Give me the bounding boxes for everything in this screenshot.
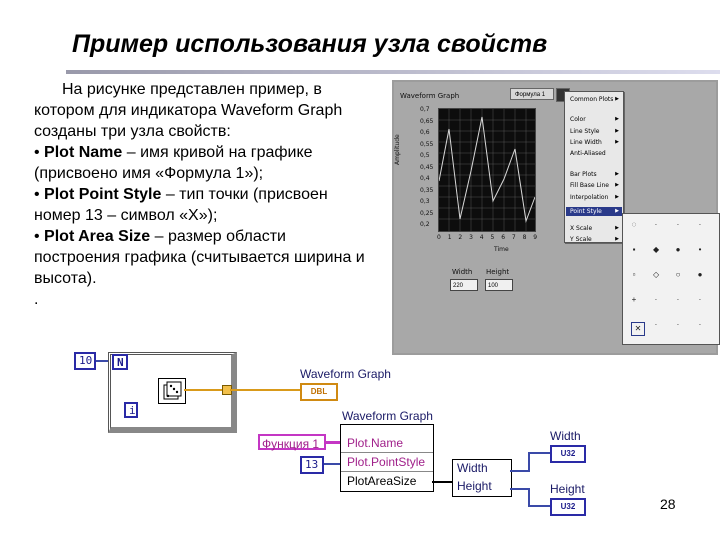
- height-wire-h: [510, 488, 530, 490]
- trailing-dot: .: [34, 291, 39, 308]
- point-style-palette[interactable]: [622, 213, 720, 345]
- x-tick-label: 0: [437, 234, 441, 241]
- y-tick-label: 0,45: [420, 163, 434, 171]
- x-tick-label: 5: [490, 234, 495, 241]
- unbundle-height: Height: [457, 479, 492, 493]
- submenu-arrow-icon: ▶: [615, 225, 619, 231]
- y-tick-label: 0,6: [420, 129, 430, 136]
- point-style-constant[interactable]: 13: [300, 456, 324, 474]
- menu-item[interactable]: Bar Plots: [570, 171, 597, 178]
- height-indicator-label: Height: [550, 482, 585, 496]
- y-tick-label: 0,5: [420, 152, 430, 159]
- page-number: 28: [660, 496, 676, 512]
- width-indicator-terminal[interactable]: [550, 445, 586, 463]
- y-tick-label: 0,4: [420, 175, 430, 182]
- plot-name-constant[interactable]: [258, 434, 326, 450]
- plot-legend[interactable]: Формула 1: [510, 88, 554, 100]
- x-tick-label: 6: [501, 234, 506, 241]
- submenu-arrow-icon: ▶: [615, 182, 619, 188]
- bullet-point-style: • Plot Point Style – тип точки (присвоен номер 13 – символ «X»);: [34, 186, 328, 224]
- style-wire: [324, 463, 340, 465]
- point-style-option-icon[interactable]: ·: [676, 295, 680, 304]
- point-style-option-icon[interactable]: ◆: [653, 245, 660, 254]
- bullet-term: Plot Point Style: [44, 186, 162, 203]
- y-tick-label: 0,2: [420, 221, 430, 228]
- bullet-term: Plot Name: [44, 144, 123, 161]
- graph-title-label: Waveform Graph: [400, 92, 460, 100]
- plot-context-menu[interactable]: [564, 91, 624, 243]
- point-style-option-icon[interactable]: ·: [654, 295, 658, 304]
- width-wire-h2: [528, 452, 550, 454]
- height-indicator-value: 100: [485, 279, 513, 291]
- constant-value: Функция 1: [262, 437, 320, 451]
- property-area-size[interactable]: [341, 472, 433, 490]
- bullet-term: Plot Area Size: [44, 228, 151, 245]
- property-node-label: Waveform Graph: [342, 409, 433, 423]
- array-wire: [230, 389, 302, 391]
- indicator-type: U32: [560, 449, 576, 458]
- width-indicator-value: 220: [450, 279, 478, 291]
- y-tick-label: 0,3: [420, 198, 430, 205]
- width-label: Width: [452, 268, 473, 276]
- submenu-arrow-icon: ▶: [615, 128, 619, 134]
- bullet-desc: – размер области построения графика (считывается ширина и высота).: [34, 228, 365, 287]
- menu-item[interactable]: Common Plots: [570, 96, 614, 103]
- point-style-option-icon[interactable]: ·: [676, 220, 680, 229]
- y-tick-label: 0,65: [420, 117, 434, 125]
- graph-terminal[interactable]: [300, 383, 338, 401]
- submenu-arrow-icon: ▶: [615, 194, 619, 200]
- random-number-icon[interactable]: [158, 378, 186, 404]
- point-style-option-icon[interactable]: ·: [698, 320, 702, 329]
- width-wire-h: [510, 470, 530, 472]
- width-indicator-label: Width: [550, 429, 581, 443]
- grid-lines: [439, 109, 535, 231]
- slide-title: Пример использования узла свойств: [72, 30, 548, 58]
- name-wire: [326, 441, 340, 444]
- loop-iteration-terminal: i: [124, 402, 138, 418]
- point-style-option-icon[interactable]: ▪: [632, 245, 636, 254]
- plot-area: [438, 108, 536, 232]
- submenu-arrow-icon: ▶: [615, 96, 619, 102]
- point-style-option-icon[interactable]: ●: [675, 245, 681, 254]
- x-tick-label: 3: [469, 234, 473, 241]
- slide-body: [34, 79, 374, 310]
- point-style-option-icon[interactable]: ◇: [653, 270, 660, 279]
- x-tick-label: 1: [447, 234, 452, 241]
- point-style-option-icon[interactable]: +: [631, 295, 637, 304]
- x-tick-label: 9: [533, 234, 538, 241]
- dice-icon: [159, 379, 185, 403]
- x-tick-label: 2: [458, 234, 463, 241]
- bullet-desc: – тип точки (присвоен номер 13 – символ «X»);: [34, 186, 328, 224]
- point-style-option-icon[interactable]: ·: [654, 220, 658, 229]
- point-style-option-icon[interactable]: ▫: [632, 270, 636, 279]
- menu-item[interactable]: X Scale: [570, 225, 593, 232]
- menu-item[interactable]: Line Width: [570, 139, 602, 146]
- y-axis-label: Amplitude: [394, 134, 401, 165]
- property-label: PlotAreaSize: [347, 474, 417, 488]
- bullet-area-size: • Plot Area Size – размер области построения графика (считывается ширина и высота).: [34, 228, 365, 287]
- point-style-option-icon[interactable]: •: [698, 245, 702, 254]
- point-style-option-icon[interactable]: ●: [697, 270, 703, 279]
- property-label: Plot.PointStyle: [347, 455, 426, 469]
- x-tick-label: 8: [522, 234, 527, 241]
- bullet-plot-name: • Plot Name – имя кривой на графике (присвоено имя «Формула 1»);: [34, 144, 313, 182]
- unbundle-by-name[interactable]: [452, 459, 512, 497]
- indicator-type: U32: [560, 502, 576, 511]
- menu-item[interactable]: Anti-Aliased: [570, 150, 606, 157]
- submenu-arrow-icon: ▶: [615, 139, 619, 145]
- property-node[interactable]: [340, 424, 434, 492]
- loop-count-constant[interactable]: 10: [74, 352, 96, 370]
- point-style-option-icon[interactable]: ○: [675, 270, 681, 279]
- loop-count-terminal: N: [112, 354, 128, 370]
- random-wire: [184, 389, 224, 391]
- waveform-trace: [439, 117, 535, 221]
- submenu-arrow-icon: ▶: [615, 116, 619, 122]
- property-label: Plot.Name: [347, 436, 404, 450]
- point-style-option-icon[interactable]: ◌: [631, 220, 637, 229]
- submenu-arrow-icon: ▶: [615, 208, 619, 214]
- height-wire-v: [528, 488, 530, 506]
- height-wire-h2: [528, 505, 550, 507]
- y-tick-label: 0,25: [420, 209, 434, 217]
- unbundle-width: Width: [457, 461, 488, 475]
- menu-item[interactable]: Point Style: [570, 208, 602, 215]
- menu-item[interactable]: Interpolation: [570, 194, 609, 201]
- point-style-option-icon[interactable]: ·: [654, 320, 658, 329]
- x-tick-label: 7: [511, 234, 516, 241]
- menu-item[interactable]: Fill Base Line: [570, 182, 609, 189]
- x-tick-label: 4: [479, 234, 484, 241]
- area-size-wire: [432, 481, 452, 483]
- title-underline: [66, 70, 720, 74]
- point-style-option-icon[interactable]: ·: [698, 220, 702, 229]
- property-point-style[interactable]: [341, 453, 433, 472]
- bullet-desc: – имя кривой на графике (присвоено имя «Формула 1»);: [34, 144, 313, 182]
- graph-terminal-type: DBL: [310, 387, 328, 396]
- menu-item[interactable]: Line Style: [570, 128, 600, 135]
- height-label: Height: [486, 268, 510, 276]
- y-tick-label: 0,35: [420, 186, 434, 194]
- height-indicator-terminal[interactable]: [550, 498, 586, 516]
- point-style-option-icon[interactable]: ·: [698, 295, 702, 304]
- graph-terminal-label: Waveform Graph: [300, 367, 391, 381]
- width-wire-v: [528, 452, 530, 472]
- y-tick-label: 0,55: [420, 140, 434, 148]
- menu-item[interactable]: Color: [570, 116, 586, 123]
- intro-text: На рисунке представлен пример, в котором для индикатора Waveform Graph созданы три узла свойств:: [34, 81, 343, 140]
- plot-svg: [439, 109, 535, 231]
- property-plot-name[interactable]: [341, 434, 433, 453]
- submenu-arrow-icon: ▶: [615, 171, 619, 177]
- point-style-option-icon[interactable]: ·: [676, 320, 680, 329]
- x-axis-label: Time: [494, 246, 509, 253]
- y-tick-label: 0,7: [420, 106, 430, 113]
- submenu-arrow-icon: ▶: [615, 236, 619, 242]
- menu-item[interactable]: Y Scale: [570, 236, 592, 243]
- point-style-option-icon[interactable]: ✕: [631, 322, 645, 336]
